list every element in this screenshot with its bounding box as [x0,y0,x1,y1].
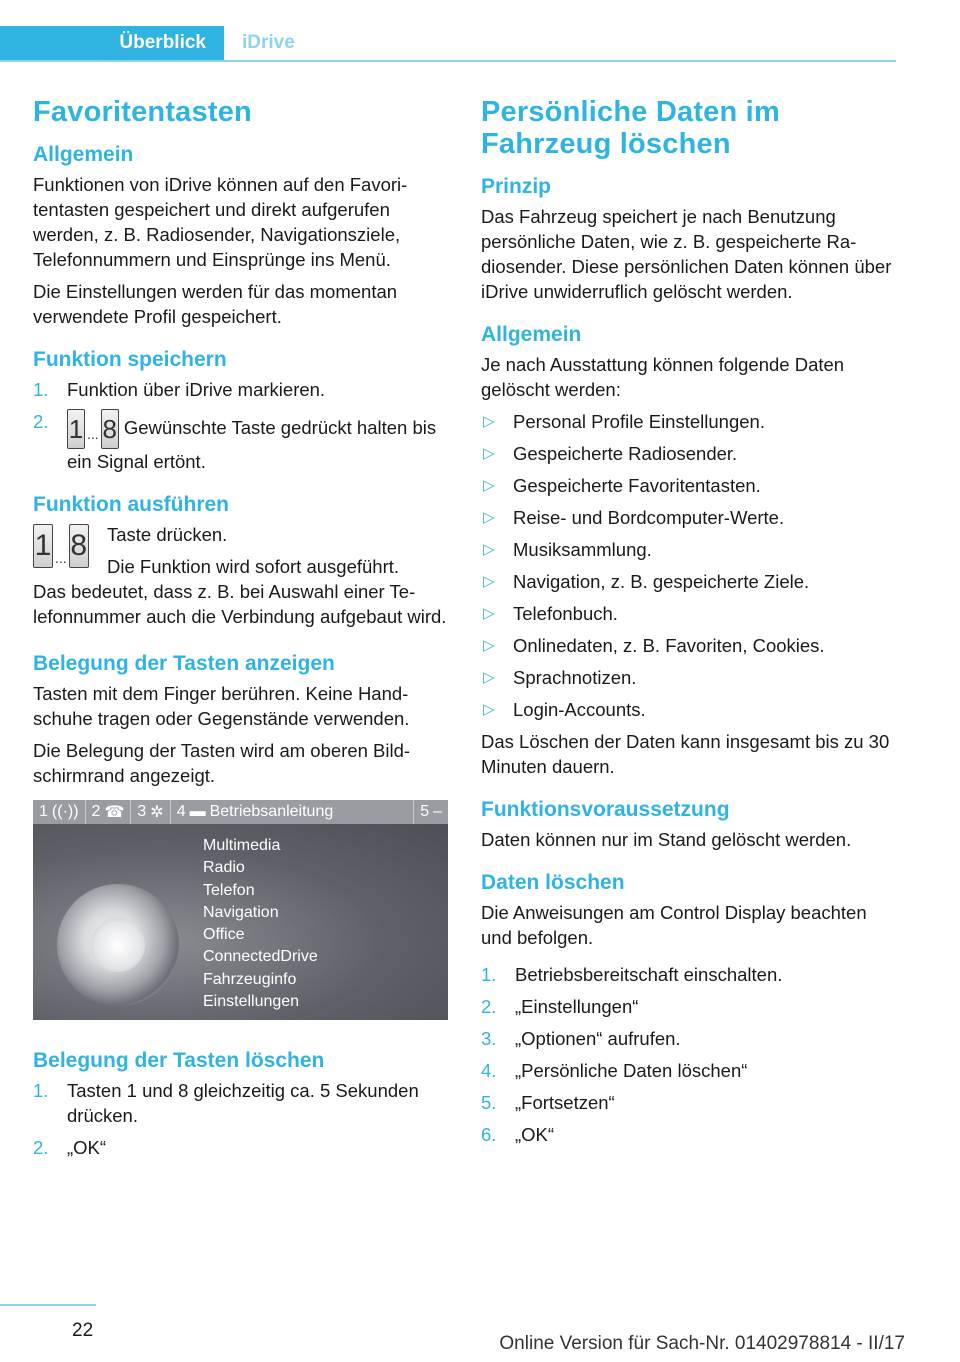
softkey-number: 2 [91,803,101,820]
menu-item: Navigation [203,903,279,921]
list-item-text: Reise- und Bordcomputer-Werte. [513,507,785,528]
list-item [481,665,893,690]
bullet-triangle-icon: ▷ [483,701,495,718]
list-item-text: Personal Profile Einstellungen. [513,411,765,432]
step-number: 3. [481,1028,497,1049]
radio-icon: ((·)) [51,803,79,820]
paragraph: Das Fahrzeug speichert je nach Benutzung persönliche Daten, wie z. B. gespeicherte Radiosender. Diese persönlichen Daten können über iDrive unwiderruflich gelöscht werden. [481,206,892,302]
bullet-triangle-icon: ▷ [483,413,495,430]
key-8: 8 [69,524,89,568]
softkey-bar [33,800,448,824]
bullet-triangle-icon: ▷ [483,605,495,622]
paragraph: Funktionen von iDrive können auf den Favoritentasten gespeichert und direkt aufgerufen werden, z. B. Radiosender, Navigationsziele, Telefonnummern und Einsprünge ins Menü. [33,174,408,270]
step-number: 6. [481,1124,497,1145]
bullet-triangle-icon: ▷ [483,477,495,494]
paragraph: Die Anweisungen am Control Display beachten und befolgen. [481,902,867,948]
display-body [33,824,448,1020]
bullet-triangle-icon: ▷ [483,541,495,558]
paragraph: Tasten mit dem Finger berühren. Keine Handschuhe tragen oder Gegenstände verwenden. [33,683,410,729]
key-dots: ... [87,426,99,442]
list-item-text: Navigation, z. B. gespeicherte Ziele. [513,571,810,592]
key-1: 1 [67,409,85,449]
list-item [481,601,893,626]
main-menu [203,835,318,1013]
list-item-text: Login-Accounts. [513,699,646,720]
step-text: „Persönliche Daten löschen“ [515,1060,748,1081]
menu-item: ConnectedDrive [203,948,318,966]
controller-ring-graphic [57,884,179,1006]
list-item [481,994,893,1019]
list-item [481,441,893,466]
softkey-1 [33,800,86,824]
paragraph: Je nach Ausstattung können folgende Daten gelöscht werden: [481,354,845,400]
heading-belegung-loeschen: Belegung der Tasten löschen [33,1049,325,1072]
bullet-triangle-icon: ▷ [483,669,495,686]
list-item-text: Telefonbuch. [513,603,618,624]
heading-allgemein: Allgemein [33,143,134,166]
list-item-text: Onlinedaten, z. B. Favoriten, Cookies. [513,635,825,656]
phone-icon: ☎ [104,804,125,821]
online-version-note: Online Version für Sach-Nr. 01402978814 - II/17 [499,1333,905,1354]
tab-ueberblick[interactable] [0,26,224,60]
softkey-4 [171,800,414,824]
step-number: 2. [33,1137,49,1158]
menu-item: Einstellungen [203,993,300,1011]
softkey-number: 1 [39,803,48,820]
heading-funktionsvoraussetzung: Funktionsvoraussetzung [481,798,730,821]
list-item [481,633,893,658]
step-text: „OK“ [515,1124,555,1145]
step-number: 4. [481,1060,497,1081]
tab-idrive[interactable] [224,26,342,60]
paragraph: Das bedeutet, dass z. B. bei Auswahl einer Telefonnummer auch die Verbindung aufgebaut wird. [33,581,447,627]
step-number: 1. [481,964,497,985]
list-item [481,1026,893,1051]
heading-prinzip: Prinzip [481,175,552,198]
step-text: „Einstellungen“ [515,996,639,1017]
control-display-screenshot [33,800,448,1020]
favorite-keys-icon [33,524,89,568]
step-text: „OK“ [67,1137,107,1158]
steps-list [33,1078,448,1160]
paragraph: Daten können nur im Stand gelöscht werden. [481,829,852,850]
empty-slot-icon: – [433,803,442,820]
page-number: 22 [72,1320,94,1341]
key-dots: ... [55,550,67,566]
menu-item: Multimedia [203,837,281,854]
data-types-list [481,409,893,722]
list-item [33,377,448,402]
left-column [33,96,448,1167]
car-icon: ▬ [189,803,206,820]
list-item [33,1078,448,1128]
list-item [481,697,893,722]
list-item [33,1135,448,1160]
key-instruction [33,522,448,579]
heading-funktion-speichern: Funktion speichern [33,348,227,371]
section-title-favoritentasten: Favoritentasten [33,96,252,128]
paragraph: Taste drücken. [107,524,228,545]
list-item-text: Gespeicherte Radiosender. [513,443,738,464]
softkey-number: 5 [420,803,430,820]
list-item-text: Musiksammlung. [513,539,652,560]
list-item [481,1122,893,1147]
paragraph: Die Einstellungen werden für das momentan verwendete Profil gespeichert. [33,281,398,327]
step-text: „Optionen“ aufrufen. [515,1028,681,1049]
bullet-triangle-icon: ▷ [483,573,495,590]
softkey-5 [414,800,448,824]
chapter-tab-bar [0,26,896,62]
paragraph: Die Belegung der Tasten wird am oberen Bildschirmrand angezeigt. [33,740,411,786]
list-item-text: Sprachnotizen. [513,667,637,688]
key-1: 1 [33,524,53,568]
list-item [481,569,893,594]
step-text: Gewünschte Taste gedrückt halten bis ein Signal ertönt. [67,416,437,472]
step-text: Tasten 1 und 8 gleichzeitig ca. 5 Sekunden drücken. [67,1080,419,1126]
menu-item: Radio [203,859,245,877]
list-item [481,1090,893,1115]
section-title-daten-loeschen: Persönliche Daten im Fahrzeug löschen [481,96,780,160]
softkey-number: 4 [176,803,186,820]
menu-item: Office [203,926,245,944]
list-item [481,1058,893,1083]
list-item [33,409,448,474]
key-8: 8 [101,409,119,449]
step-text: Betriebsbereitschaft einschalten. [515,964,783,985]
favorite-keys-icon [67,409,119,449]
heading-daten-loeschen: Daten löschen [481,871,625,894]
bullet-triangle-icon: ▷ [483,637,495,654]
step-number: 5. [481,1092,497,1113]
menu-item: Telefon [203,881,255,899]
tab-ueberblick-label: Überblick [119,32,206,53]
tab-idrive-label: iDrive [242,32,295,53]
step-number: 1. [33,1080,49,1101]
right-column [481,96,893,1154]
softkey-3 [131,800,170,824]
step-number: 2. [33,411,49,432]
footer-divider [0,1304,96,1306]
bullet-triangle-icon: ▷ [483,509,495,526]
bullet-triangle-icon: ▷ [483,445,495,462]
gear-icon: ✲ [150,804,164,821]
steps-list [33,377,448,474]
heading-allgemein: Allgemein [481,323,582,346]
steps-list [481,962,893,1147]
list-item [481,473,893,498]
list-item [481,409,893,434]
list-item [481,505,893,530]
softkey-number: 3 [137,803,147,820]
menu-item: Fahrzeuginfo [203,970,297,988]
list-item [481,962,893,987]
controller-center-graphic [91,918,145,972]
heading-belegung-anzeigen: Belegung der Tasten anzeigen [33,652,335,675]
paragraph: Das Löschen der Daten kann insgesamt bis zu 30 Minuten dauern. [481,731,890,777]
step-number: 2. [481,996,497,1017]
softkey-2 [86,800,132,824]
paragraph: Die Funktion wird sofort ausgeführt. [107,556,400,577]
step-number: 1. [33,379,49,400]
list-item [481,537,893,562]
step-text: „Fortsetzen“ [515,1092,615,1113]
softkey-label: Betriebsanleitung [209,803,334,820]
list-item-text: Gespeicherte Favoritentasten. [513,475,761,496]
step-text: Funktion über iDrive markieren. [67,379,326,400]
heading-funktion-ausfuehren: Funktion ausführen [33,493,229,516]
